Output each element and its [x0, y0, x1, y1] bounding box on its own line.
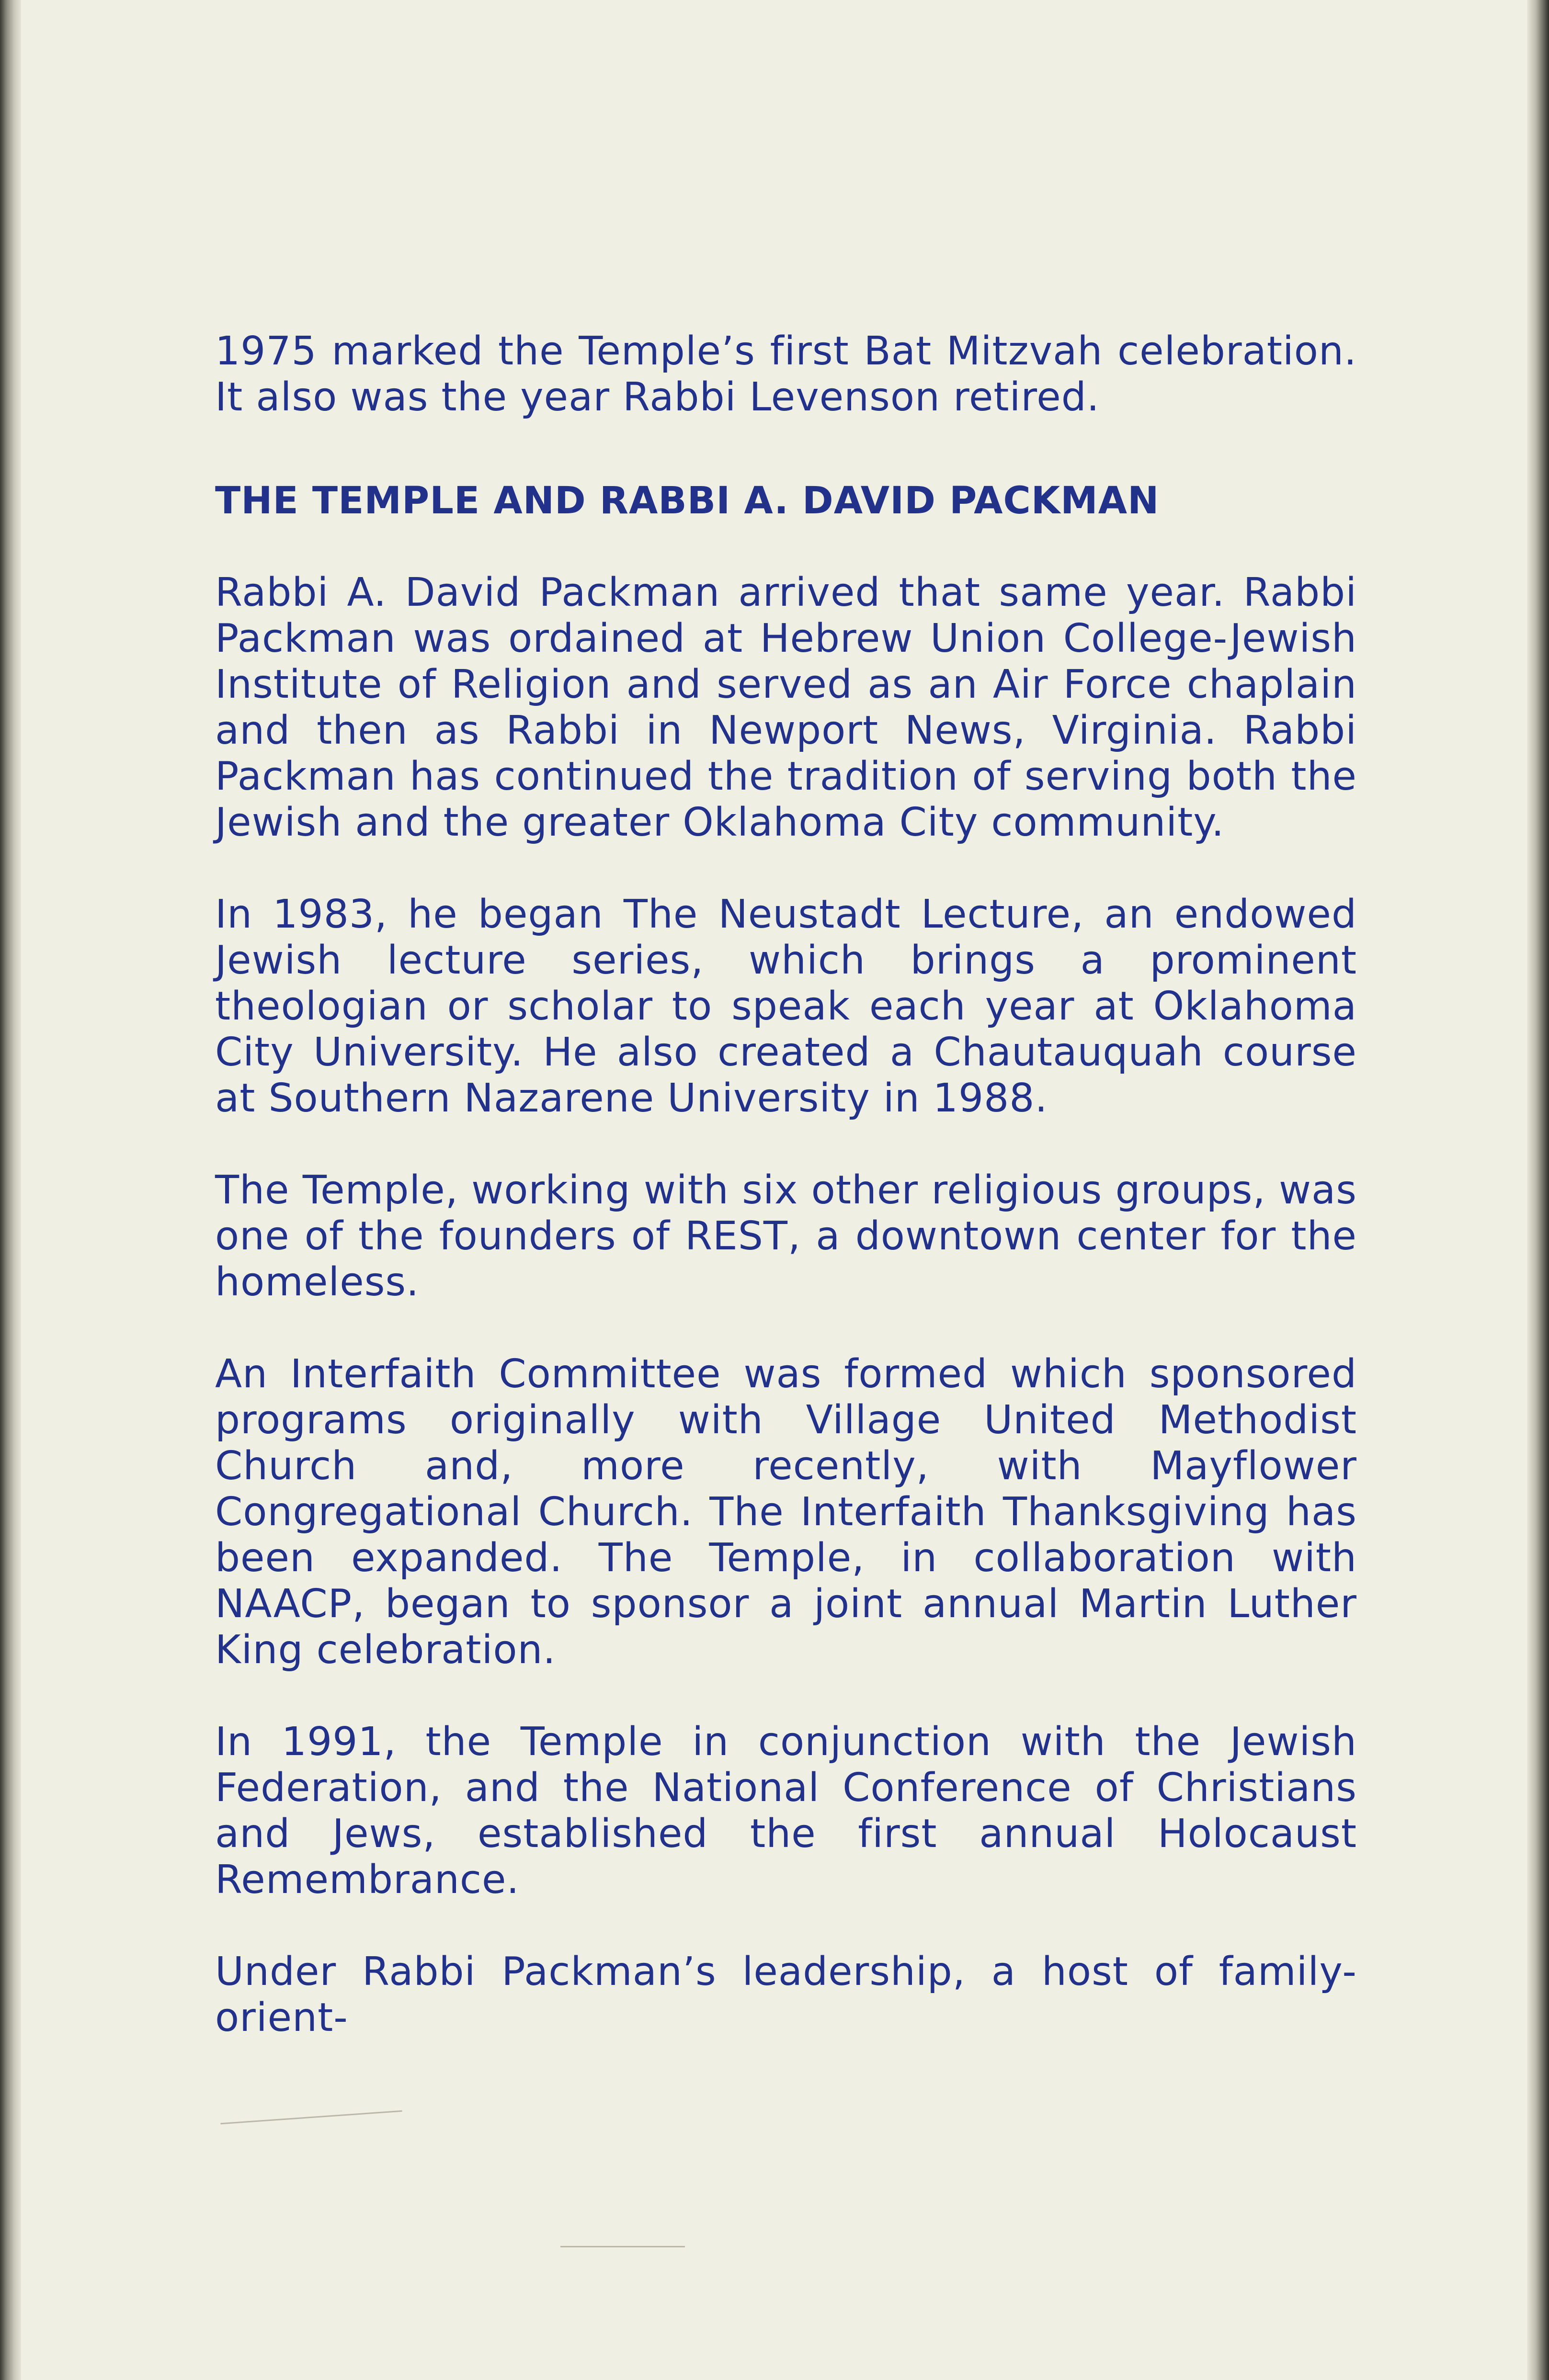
paragraph: An Interfaith Committee was formed which sponsored programs originally with Village United Methodist Church and, more recently, with Mayflower Congregational Church. The Interfaith Thanksgiving has been expanded. The Temple, in collaboration with NAACP, began to sponsor a joint annual Martin Luther King celebration.: [215, 1351, 1357, 1673]
document-body: [215, 329, 1357, 2041]
spacer: [215, 1122, 1357, 1167]
spacer: [215, 846, 1357, 892]
scan-mark: [560, 2246, 685, 2247]
spacer: [215, 420, 1357, 478]
paragraph: In 1983, he began The Neustadt Lecture, an endowed Jewish lecture series, which brings a prominent theologian or scholar to speak each year at Oklahoma City University. He also created a Chautauquah course at Southern Nazarene University in 1988.: [215, 892, 1357, 1121]
intro-paragraph: 1975 marked the Temple’s first Bat Mitzvah celebration. It also was the year Rabbi Levenson retired.: [215, 329, 1357, 420]
paragraph: The Temple, working with six other religious groups, was one of the founders of REST, a downtown center for the homeless.: [215, 1167, 1357, 1305]
paragraph: In 1991, the Temple in conjunction with the Jewish Federation, and the National Conference of Christians and Jews, established the first annual Holocaust Remembrance.: [215, 1719, 1357, 1903]
spacer: [215, 1903, 1357, 1949]
spacer: [215, 524, 1357, 570]
paragraph: Rabbi A. David Packman arrived that same year. Rabbi Packman was ordained at Hebrew Union College-Jewish Institute of Religion and served as an Air Force chaplain and then as Rabbi in Newport News, Virginia. Rabbi Packman has continued the tradition of serving both the Jewish and the greater Oklahoma City community.: [215, 570, 1357, 845]
section-heading: THE TEMPLE AND RABBI A. DAVID PACKMAN: [215, 479, 1160, 522]
right-page-edge: [1527, 0, 1549, 2380]
spacer: [215, 1305, 1357, 1351]
paragraph: Under Rabbi Packman’s leadership, a host of family-orient-: [215, 1949, 1357, 2040]
left-page-edge: [0, 0, 21, 2380]
spacer: [215, 1673, 1357, 1719]
